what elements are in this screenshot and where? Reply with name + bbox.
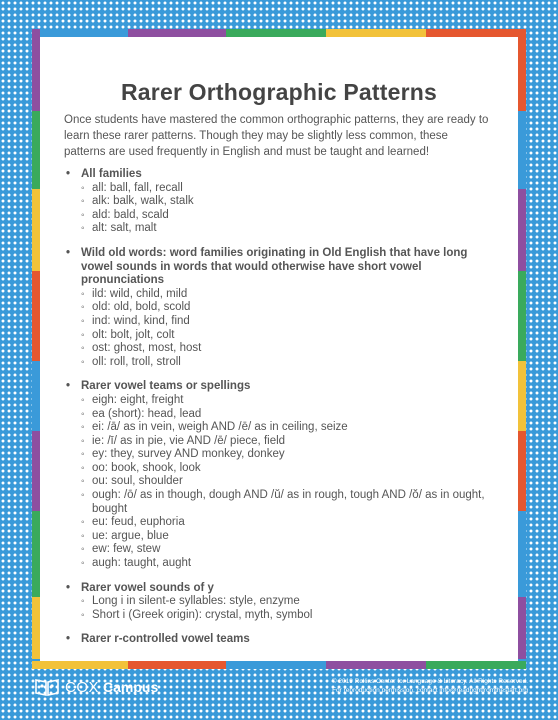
pattern-items xyxy=(66,182,498,236)
pattern-item: ◦ oll: roll, troll, stroll xyxy=(81,356,498,370)
pattern-item: ◦ augh: taught, aught xyxy=(81,557,498,571)
section-heading: • Wild old words: word families originating in Old English that have long vowel sounds in words that would otherwise have short vowel pronunciations xyxy=(66,247,498,288)
book-icon xyxy=(34,677,60,697)
logo-campus-text: Campus xyxy=(103,679,159,695)
pattern-section xyxy=(66,380,498,570)
pattern-item: ◦ ei: /ā/ as in vein, weigh AND /ē/ as in ceiling, seize xyxy=(81,421,498,435)
pattern-item: ◦ ald: bald, scald xyxy=(81,209,498,223)
pattern-items xyxy=(66,595,498,622)
border-stripe-segment xyxy=(518,111,526,189)
border-stripe-segment xyxy=(426,29,526,37)
copyright-line-2: For reproduction permission, contact info@readrightfromthestart.org xyxy=(332,687,528,694)
pattern-section xyxy=(66,633,498,647)
pattern-item: ◦ Long i in silent-e syllables: style, enzyme xyxy=(81,595,498,609)
border-stripe-segment xyxy=(226,29,326,37)
pattern-item: ◦ ild: wild, child, mild xyxy=(81,288,498,302)
border-stripe-segment xyxy=(518,29,526,111)
pattern-section xyxy=(66,247,498,369)
section-heading: • Rarer r-controlled vowel teams xyxy=(66,633,498,647)
pattern-item: ◦ eigh: eight, freight xyxy=(81,394,498,408)
section-heading: • All families xyxy=(66,168,498,182)
logo-cox-text: COX xyxy=(65,678,100,696)
border-stripe-segment xyxy=(32,189,40,271)
border-stripe-segment xyxy=(128,29,226,37)
pattern-item: ◦ alk: balk, walk, stalk xyxy=(81,195,498,209)
border-stripe-segment xyxy=(128,661,226,669)
border-stripe-segment xyxy=(32,431,40,511)
footer xyxy=(0,669,558,705)
copyright-line-1: © 2019 Rollins Center for Language & Literacy. All Rights Reserved. xyxy=(331,678,528,685)
border-stripe-segment xyxy=(32,597,40,659)
border-stripe-segment xyxy=(518,511,526,597)
pattern-items xyxy=(66,394,498,571)
pattern-item: ◦ ea (short): head, lead xyxy=(81,408,498,422)
document-page xyxy=(40,37,518,661)
pattern-item: ◦ ew: few, stew xyxy=(81,543,498,557)
border-stripe-segment xyxy=(32,271,40,361)
pattern-item: ◦ ey: they, survey AND monkey, donkey xyxy=(81,448,498,462)
pattern-section xyxy=(66,168,498,236)
pattern-item: ◦ eu: feud, euphoria xyxy=(81,516,498,530)
pattern-item: ◦ alt: salt, malt xyxy=(81,222,498,236)
border-stripe-segment xyxy=(226,661,326,669)
border-stripe-segment xyxy=(32,511,40,597)
page-title: Rarer Orthographic Patterns xyxy=(121,79,437,105)
border-stripe-segment xyxy=(326,29,426,37)
border-stripe-segment xyxy=(518,431,526,511)
border-stripe-segment xyxy=(518,361,526,431)
copyright-notice xyxy=(332,677,528,695)
section-heading: • Rarer vowel sounds of y xyxy=(66,582,498,596)
pattern-item: ◦ ou: soul, shoulder xyxy=(81,475,498,489)
pattern-item: ◦ Short i (Greek origin): crystal, myth, symbol xyxy=(81,609,498,623)
border-stripe-segment xyxy=(32,29,128,37)
border-stripe-segment xyxy=(426,661,526,669)
border-stripe-segment xyxy=(32,361,40,431)
border-stripe-segment xyxy=(32,661,128,669)
border-stripe-segment xyxy=(32,111,40,189)
cox-campus-logo[interactable] xyxy=(34,675,158,699)
border-stripe-segment xyxy=(518,189,526,271)
pattern-items xyxy=(66,288,498,370)
intro-paragraph: Once students have mastered the common orthographic patterns, they are ready to learn these rarer patterns. Though they may be slightly less common, these patterns are used frequently in English and must be taught and learned! xyxy=(64,114,489,158)
pattern-item: ◦ ind: wind, kind, find xyxy=(81,315,498,329)
pattern-item: ◦ ue: argue, blue xyxy=(81,530,498,544)
border-stripe-segment xyxy=(326,661,426,669)
pattern-item: ◦ all: ball, fall, recall xyxy=(81,182,498,196)
pattern-item: ◦ old: old, bold, scold xyxy=(81,301,498,315)
pattern-item: ◦ olt: bolt, jolt, colt xyxy=(81,329,498,343)
pattern-item: ◦ ough: /ō/ as in though, dough AND /ŭ/ as in rough, tough AND /ŏ/ as in ought, bought xyxy=(81,489,498,516)
pattern-item: ◦ ost: ghost, most, host xyxy=(81,342,498,356)
border-stripe-segment xyxy=(518,271,526,361)
section-heading: • Rarer vowel teams or spellings xyxy=(66,380,498,394)
pattern-item: ◦ ie: /ī/ as in pie, vie AND /ē/ piece, field xyxy=(81,435,498,449)
border-stripe-segment xyxy=(518,597,526,659)
pattern-section xyxy=(66,582,498,623)
pattern-list xyxy=(66,168,498,658)
pattern-item: ◦ oo: book, shook, look xyxy=(81,462,498,476)
border-stripe-segment xyxy=(32,29,40,111)
